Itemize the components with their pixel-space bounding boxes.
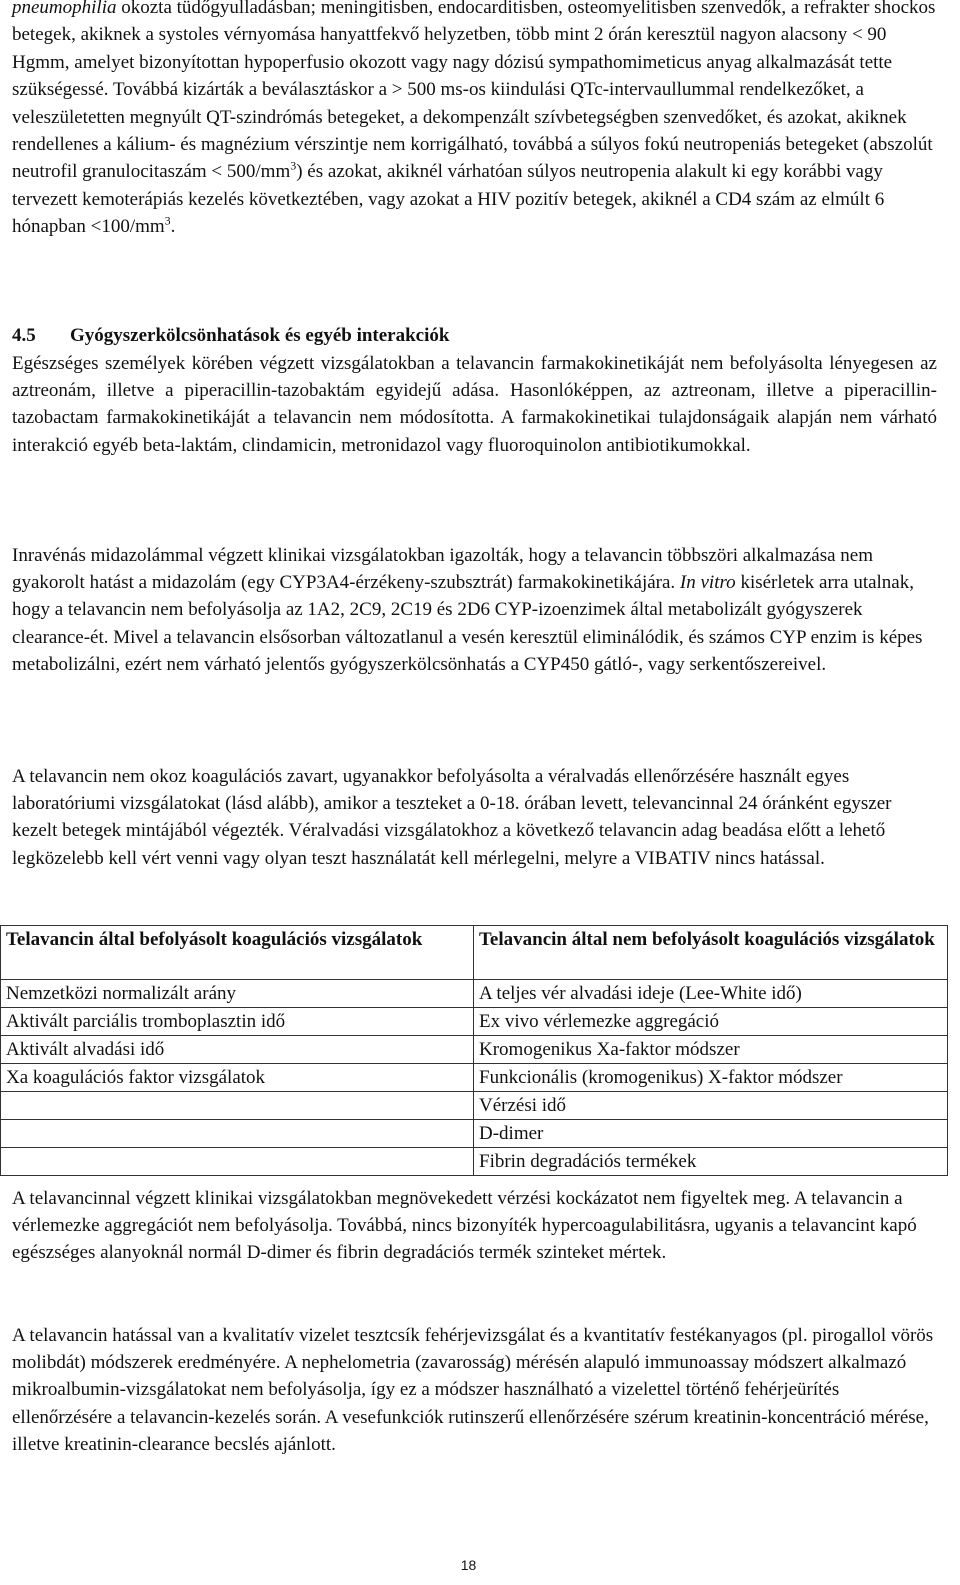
paragraph-text: ) és azokat, akiknél várhatóan súlyos neutropenia alakult ki egy korábbi vagy tervezett kemoterápiás kezelés következtében, vagy azokat a HIV pozitív betegek, akiknél a CD4 szám az elmúlt 6 hónapban <100/mm bbox=[12, 161, 885, 238]
paragraph-text: kisérletek arra utalnak, hogy a telavancin nem befolyásolja az 1A2, 2C9, 2C19 és 2D6 CYP-izoenzimek által metabolizált gyógyszerek clearance-ét. Mivel a telavancin elsősorban változatlanul a vesén keresztül eliminálódik, és számos CYP enzim is képes metabolizálni, ezért nem várható jelentős gyógyszerkölcsönhatás a CYP450 gátló-, vagy serkentőszereivel. bbox=[12, 572, 923, 675]
superscript: 3 bbox=[290, 159, 297, 174]
table-cell: Kromogenikus Xa-faktor módszer bbox=[474, 1036, 948, 1064]
table-row bbox=[1, 1148, 948, 1176]
table-row bbox=[1, 1008, 948, 1036]
table-header-row bbox=[1, 926, 948, 980]
paragraph-pk-interactions: Egészséges személyek körében végzett vizsgálatokban a telavancin farmakokinetikáját nem befolyásolta lényegesen az aztreonám, illetve a piperacillin-tazobaktám egyidejű adása. Hasonlóképpen, az aztreonam, illetve a piperacillin-tazobactam farmakokinetikáját a telavancin nem módosította. A farmakokinetikai tulajdonságaik alapján nem várható interakció egyéb beta-laktám, clindamicin, metronidazol vagy fluoroquinolon antibiotikumokkal. bbox=[12, 353, 937, 456]
table-cell: Funkcionális (kromogenikus) X-faktor módszer bbox=[474, 1064, 948, 1092]
italic-in-vitro: In vitro bbox=[679, 572, 736, 594]
section-heading bbox=[12, 325, 449, 347]
table-cell: Nemzetközi normalizált arány bbox=[1, 980, 474, 1008]
table-cell: Aktivált alvadási idő bbox=[1, 1036, 474, 1064]
table-cell-empty bbox=[1, 1092, 474, 1120]
table-cell: Fibrin degradációs termékek bbox=[474, 1148, 948, 1176]
paragraph-text: . bbox=[170, 216, 176, 238]
italic-species-name: pneumophilia bbox=[12, 0, 117, 18]
section-number: 4.5 bbox=[12, 325, 36, 346]
table-cell-empty bbox=[1, 1148, 474, 1176]
table-row bbox=[1, 1036, 948, 1064]
paragraph-exclusion-criteria bbox=[12, 0, 937, 241]
paragraph-bleeding-risk: A telavancinnal végzett klinikai vizsgálatokban megnövekedett vérzési kockázatot nem figyeltek meg. A telavancin a vérlemezke aggregációt nem befolyásolja. Továbbá, nincs bizonyíték hypercoagulabilitásra, ugyanis a telavancint kapó egészséges alanyoknál normál D-dimer és fibrin degradációs termék szinteket mértek. bbox=[12, 1188, 917, 1264]
paragraph-coagulation: A telavancin nem okoz koagulációs zavart, ugyanakkor befolyásolta a véralvadás ellenőrzésére használt egyes laboratóriumi vizsgálatokat (lásd alább), amikor a teszteket a 0-18. órában levett, televancinnal 24 óránként egyszer kezelt betegek mintájából végezték. Véralvadási vizsgálatokhoz a következő telavancin adag beadása előtt a lehető legközelebb kell vért venni vagy olyan teszt használatát kell mérlegelni, melyre a VIBATIV nincs hatással. bbox=[12, 766, 892, 869]
table-row bbox=[1, 1092, 948, 1120]
paragraph-cyp-interactions bbox=[12, 542, 937, 678]
table-header-affected: Telavancin által befolyásolt koagulációs vizsgálatok bbox=[1, 926, 474, 980]
table-header-not-affected: Telavancin által nem befolyásolt koagulációs vizsgálatok bbox=[474, 926, 948, 980]
page-number: 18 bbox=[460, 1557, 477, 1573]
table-row bbox=[1, 1120, 948, 1148]
paragraph-text: Inravénás midazolámmal végzett klinikai vizsgálatokban igazolták, hogy a telavancin többszöri alkalmazása nem gyakorolt hatást a midazolám (egy CYP3A4-érzékeny-szubsztrát) farmakokinetikájára. bbox=[12, 545, 874, 594]
superscript: 3 bbox=[164, 213, 171, 228]
coagulation-tests-table bbox=[0, 925, 948, 1176]
section-title: Gyógyszerkölcsönhatások és egyéb interakciók bbox=[70, 325, 450, 346]
table-cell: Vérzési idő bbox=[474, 1092, 948, 1120]
table-cell: Aktivált parciális tromboplasztin idő bbox=[1, 1008, 474, 1036]
paragraph-text: okozta tüdőgyulladásban; meningitisben, endocarditisben, osteomyelitisben szenvedők, a refrakter shockos betegek, akiknek a systoles vérnyomása hanyattfekvő helyzetben, több mint 2 órán keresztül nagyon alacsony < 90 Hgmm, amelyet bizonyítottan hypoperfusio okozott vagy nagy dózisú sympathomimeticus anyag alkalmazását tette szükségessé. Továbbá kizárták a beválasztáskor a > 500 ms-os kiindulási QTc-intervaullummal rendelkezőket, a veleszületetten megnyúlt QT-szindrómás betegeket, a dekompenzált szívbetegségben szenvedőket, és azokat, akiknek rendellenes a kálium- és magnézium vérszintje nem korrigálható, továbbá a súlyos fokú neutropeniás betegeket (abszolút neutrofil granulocitaszám < 500/mm bbox=[12, 0, 936, 183]
paragraph-urine-tests: A telavancin hatással van a kvalitatív vizelet tesztcsík fehérjevizsgálat és a kvantitatív festékanyagos (pl. pirogallol vörös molibdát) módszerek eredményére. A nephelometria (zavarosság) mérésén alapuló immunoassay módszert alkalmazó mikroalbumin-vizsgálatokat nem befolyásolja, így ez a módszer használható a vizelettel történő fehérjeürítés ellenőrzésére a telavancin-kezelés során. A vesefunkciók rutinszerű ellenőrzésére szérum kreatinin-koncentráció mérése, illetve kreatinin-clearance becslés ajánlott. bbox=[12, 1325, 934, 1455]
table-cell: A teljes vér alvadási ideje (Lee-White idő) bbox=[474, 980, 948, 1008]
table-cell-empty bbox=[1, 1120, 474, 1148]
table-cell: Xa koagulációs faktor vizsgálatok bbox=[1, 1064, 474, 1092]
table-row bbox=[1, 980, 948, 1008]
table-cell: D-dimer bbox=[474, 1120, 948, 1148]
table-row bbox=[1, 1064, 948, 1092]
table-cell: Ex vivo vérlemezke aggregáció bbox=[474, 1008, 948, 1036]
